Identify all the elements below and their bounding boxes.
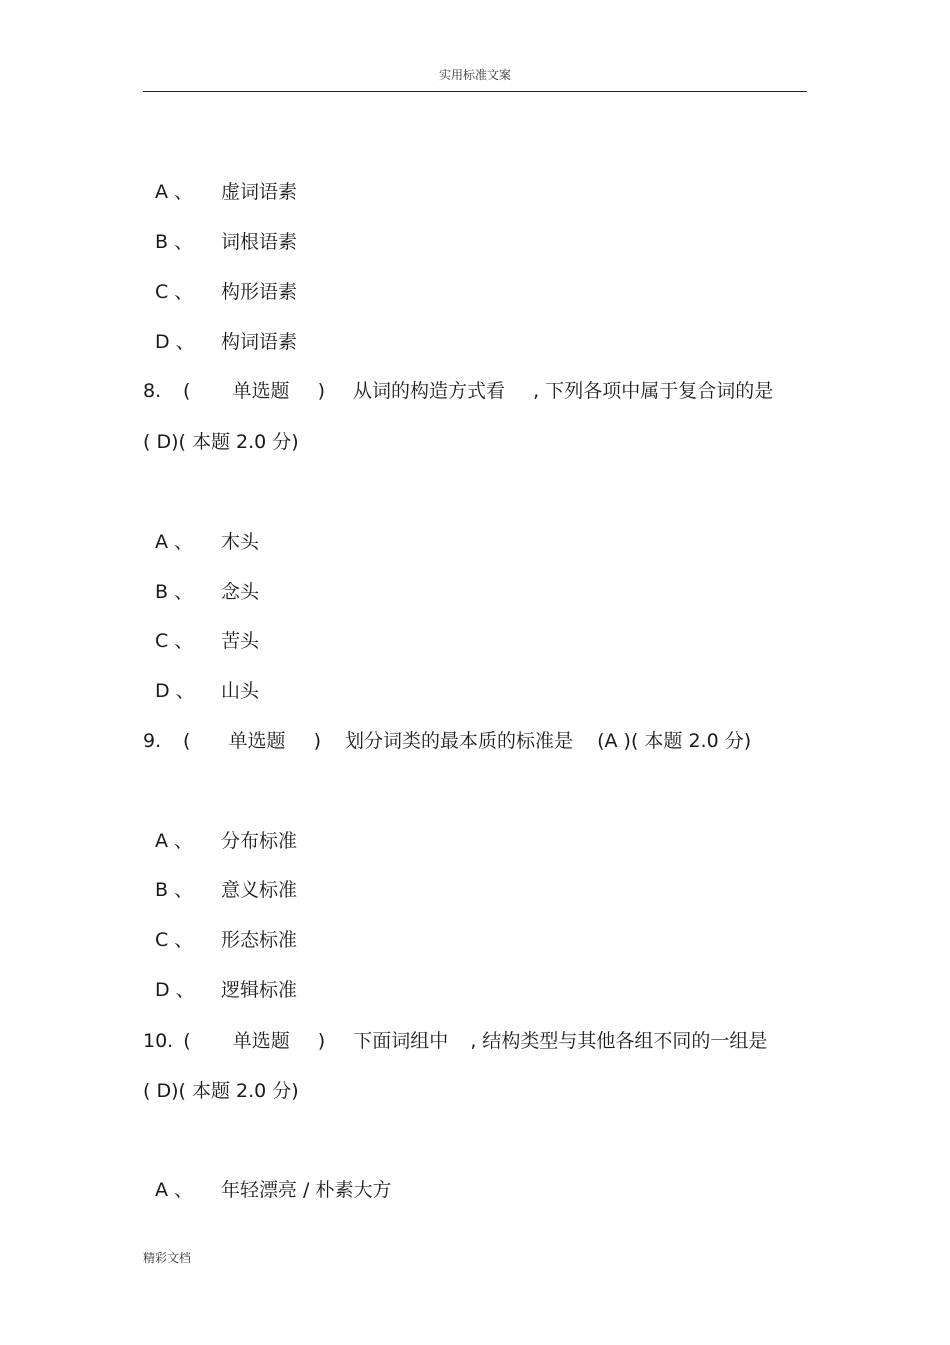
option-b[interactable]	[155, 878, 297, 902]
question-open-paren: (	[183, 1030, 191, 1052]
option-letter: C 、	[155, 281, 194, 303]
option-b[interactable]	[155, 230, 297, 254]
option-text: 木头	[221, 531, 260, 553]
option-letter: B 、	[155, 581, 194, 603]
option-text: 分布标准	[221, 830, 298, 852]
option-c[interactable]	[155, 928, 297, 952]
option-text: 虚词语素	[221, 181, 298, 203]
question-stem-part2: , 结构类型与其他各组不同的一组是	[470, 1030, 768, 1052]
option-d[interactable]	[155, 330, 297, 354]
question-10-answer: ( D)( 本题 2.0 分)	[143, 1080, 299, 1102]
option-letter: B 、	[155, 879, 194, 901]
question-stem-part1: 从词的构造方式看	[353, 380, 506, 402]
question-9-stem	[143, 729, 751, 753]
question-8-answer: ( D)( 本题 2.0 分)	[143, 431, 299, 453]
option-text: 意义标准	[221, 879, 298, 901]
question-type: 单选题	[232, 380, 290, 402]
option-letter: A 、	[155, 1179, 194, 1201]
question-close-paren: )	[317, 1030, 326, 1052]
question-10-stem	[143, 1029, 767, 1053]
option-d[interactable]	[155, 679, 259, 703]
question-stem-part1: 下面词组中	[353, 1030, 449, 1052]
question-close-paren: )	[313, 730, 321, 752]
header-divider	[143, 91, 807, 92]
question-open-paren: (	[183, 380, 191, 402]
option-text: 逻辑标准	[221, 979, 298, 1001]
option-letter: D 、	[155, 680, 195, 702]
option-letter: A 、	[155, 830, 194, 852]
option-letter: D 、	[155, 331, 195, 353]
option-b[interactable]	[155, 580, 259, 604]
option-c[interactable]	[155, 629, 259, 653]
option-a[interactable]	[155, 180, 297, 204]
option-text: 词根语素	[221, 231, 298, 253]
question-close-paren: )	[317, 380, 325, 402]
option-text: 形态标准	[221, 929, 298, 951]
option-text: 年轻漂亮 / 朴素大方	[221, 1179, 392, 1201]
question-stem-part2: , 下列各项中属于复合词的是	[533, 380, 774, 402]
question-open-paren: (	[183, 730, 191, 752]
question-stem: 划分词类的最本质的标准是	[345, 730, 574, 752]
option-letter: A 、	[155, 181, 194, 203]
question-type: 单选题	[232, 1030, 290, 1052]
option-letter: D 、	[155, 979, 195, 1001]
option-letter: C 、	[155, 630, 194, 652]
option-text: 山头	[221, 680, 260, 702]
option-a[interactable]	[155, 829, 297, 853]
page-header: 实用标准文案	[438, 68, 511, 82]
question-8-stem	[143, 379, 773, 403]
question-number: 8.	[143, 380, 162, 402]
question-number: 10.	[143, 1030, 174, 1052]
option-a[interactable]	[155, 1178, 391, 1202]
page-footer: 精彩文档	[143, 1251, 192, 1265]
option-a[interactable]	[155, 530, 259, 554]
option-text: 构词语素	[221, 331, 298, 353]
option-text: 念头	[221, 581, 260, 603]
option-letter: A 、	[155, 531, 194, 553]
option-text: 构形语素	[221, 281, 298, 303]
option-letter: B 、	[155, 231, 194, 253]
option-text: 苦头	[221, 630, 260, 652]
option-d[interactable]	[155, 978, 297, 1002]
question-answer: (A )( 本题 2.0 分)	[597, 730, 752, 752]
question-number: 9.	[143, 730, 162, 752]
option-letter: C 、	[155, 929, 194, 951]
option-c[interactable]	[155, 280, 297, 304]
question-type: 单选题	[228, 730, 286, 752]
